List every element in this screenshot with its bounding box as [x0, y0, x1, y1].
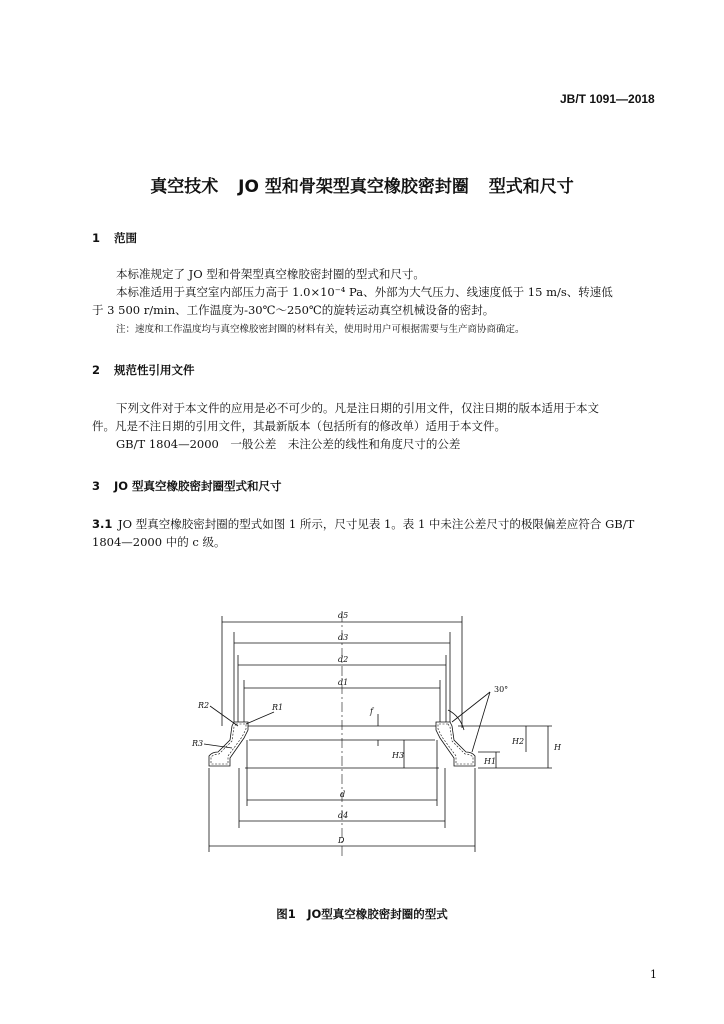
section-heading-text: JO 型真空橡胶密封圈型式和尺寸 — [114, 479, 282, 493]
title-part-1: 真空技术 — [150, 177, 219, 197]
section-heading-text: 范围 — [114, 231, 137, 245]
label-angle: 30° — [494, 685, 509, 694]
label-d3: d3 — [338, 633, 349, 642]
title-part-3: 型式和尺寸 — [488, 177, 574, 197]
section-number: 2 — [92, 363, 101, 377]
section-2-paragraph-1: 下列文件对于本文件的应用是必不可少的。凡是注日期的引用文件，仅注日期的版本适用于本文 — [116, 401, 599, 415]
section-heading-text: 规范性引用文件 — [114, 363, 195, 377]
page-number: 1 — [650, 968, 657, 981]
figure-caption: 图1 JO型真空橡胶密封圈的型式 — [276, 907, 448, 921]
section-1-paragraph-1: 本标准规定了 JO 型和骨架型真空橡胶密封圈的型式和尺寸。 — [116, 267, 425, 281]
title-part-2: JO 型和骨架型真空橡胶密封圈 — [238, 177, 469, 197]
label-d: d — [340, 790, 346, 799]
label-d2: d2 — [338, 655, 349, 664]
section-1-paragraph-2: 本标准适用于真空室内部压力高于 1.0×10⁻⁴ Pa、外部为大气压力、线速度低于 15 m/s、转速低 — [116, 285, 613, 299]
label-d1: d1 — [338, 678, 349, 687]
section-2-paragraph-2: 件。凡是不注日期的引用文件，其最新版本（包括所有的修改单）适用于本文件。 — [92, 419, 506, 433]
section-number: 1 — [92, 231, 101, 245]
subsection-number: 3.1 — [92, 517, 113, 531]
section-2-reference: GB/T 1804—2000 一般公差 未注公差的线性和角度尺寸的公差 — [116, 437, 461, 451]
label-H1: H1 — [484, 757, 497, 766]
label-D: D — [338, 836, 345, 845]
label-R3: R3 — [192, 739, 204, 748]
label-d4: d4 — [338, 811, 349, 820]
label-d5: d5 — [338, 611, 349, 620]
standard-number: JB/T 1091—2018 — [560, 92, 655, 106]
label-f: f — [370, 707, 373, 716]
section-1-note: 注：速度和工作温度均与真空橡胶密封圈的材料有关，使用时用户可根据需要与生产商协商确定。 — [116, 324, 525, 335]
label-H2: H2 — [512, 737, 525, 746]
subsection-text: JO 型真空橡胶密封圈的型式如图 1 所示，尺寸见表 1。表 1 中未注公差尺寸的极限偏差应符合 GB/T — [118, 517, 635, 531]
label-H: H — [554, 743, 561, 752]
label-R2: R2 — [198, 701, 210, 710]
label-H3: H3 — [392, 751, 405, 760]
subsection-3-1-line-2: 1804—2000 中的 c 级。 — [92, 535, 226, 549]
section-1-paragraph-3: 于 3 500 r/min、工作温度为-30℃～250℃的旋转运动真空机械设备的密封。 — [92, 303, 495, 317]
section-number: 3 — [92, 479, 101, 493]
label-R1: R1 — [272, 703, 284, 712]
